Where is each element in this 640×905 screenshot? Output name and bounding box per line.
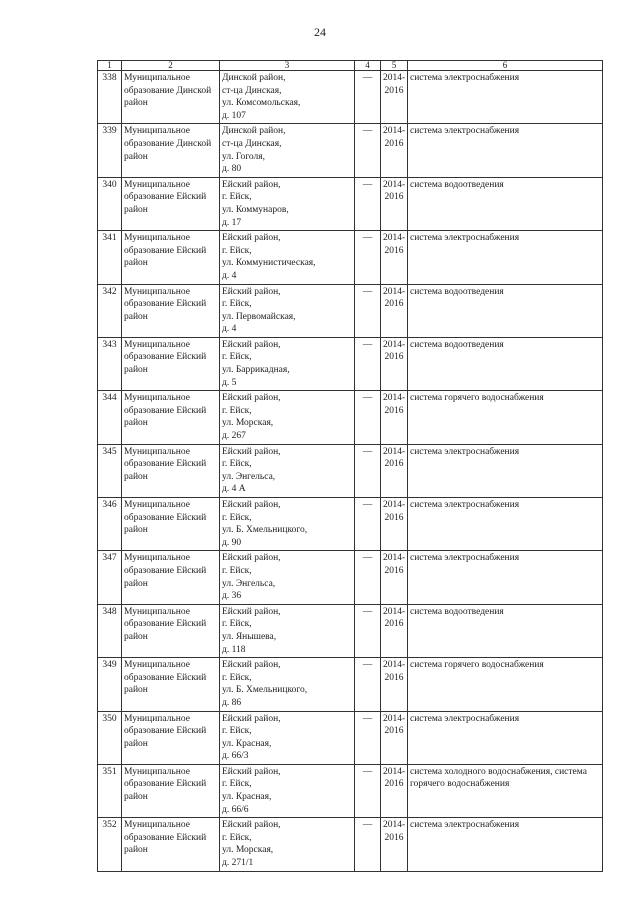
period-years: 2014- 2016 (381, 551, 408, 604)
object-address: Ейский район, г. Ейск, ул. Морская, д. 267 (220, 391, 355, 444)
utility-system: система горячего водоснабжения (408, 391, 603, 444)
municipality-name: Муниципальное образование Ейский район (122, 764, 220, 817)
table-row (98, 124, 603, 177)
table-row (98, 71, 603, 124)
object-address: Ейский район, г. Ейск, ул. Энгельса, д. 36 (220, 551, 355, 604)
table-row (98, 764, 603, 817)
utility-system: система электроснабжения (408, 444, 603, 497)
utility-system: система водоотведения (408, 284, 603, 337)
column-4-value: — (355, 337, 381, 390)
header-col-3: 3 (220, 61, 355, 71)
period-years: 2014- 2016 (381, 658, 408, 711)
row-number: 352 (98, 818, 122, 871)
row-number: 339 (98, 124, 122, 177)
municipality-name: Муниципальное образование Ейский район (122, 551, 220, 604)
object-address: Ейский район, г. Ейск, ул. Морская, д. 271/1 (220, 818, 355, 871)
table-row (98, 604, 603, 657)
period-years: 2014- 2016 (381, 284, 408, 337)
period-years: 2014- 2016 (381, 71, 408, 124)
table-row (98, 498, 603, 551)
municipality-name: Муниципальное образование Динской район (122, 124, 220, 177)
table-row (98, 337, 603, 390)
object-address: Ейский район, г. Ейск, ул. Первомайская, д. 4 (220, 284, 355, 337)
municipality-name: Муниципальное образование Ейский район (122, 711, 220, 764)
row-number: 350 (98, 711, 122, 764)
column-4-value: — (355, 551, 381, 604)
period-years: 2014- 2016 (381, 764, 408, 817)
column-4-value: — (355, 391, 381, 444)
utility-system: система электроснабжения (408, 551, 603, 604)
utility-system: система электроснабжения (408, 124, 603, 177)
period-years: 2014- 2016 (381, 177, 408, 230)
utility-system: система водоотведения (408, 177, 603, 230)
row-number: 347 (98, 551, 122, 604)
column-4-value: — (355, 764, 381, 817)
utility-system: система водоотведения (408, 337, 603, 390)
object-address: Ейский район, г. Ейск, ул. Энгельса, д. 4 А (220, 444, 355, 497)
object-address: Ейский район, г. Ейск, ул. Красная, д. 66/3 (220, 711, 355, 764)
row-number: 349 (98, 658, 122, 711)
row-number: 341 (98, 231, 122, 284)
table-row (98, 658, 603, 711)
utility-system: система электроснабжения (408, 498, 603, 551)
table-row (98, 444, 603, 497)
object-address: Ейский район, г. Ейск, ул. Янышева, д. 118 (220, 604, 355, 657)
header-row (98, 61, 603, 71)
object-address: Ейский район, г. Ейск, ул. Б. Хмельницкого, д. 90 (220, 498, 355, 551)
row-number: 351 (98, 764, 122, 817)
table-row (98, 177, 603, 230)
utility-system: система водоотведения (408, 604, 603, 657)
utility-system: система холодного водоснабжения, система горячего водоснабжения (408, 764, 603, 817)
period-years: 2014- 2016 (381, 444, 408, 497)
table-row (98, 551, 603, 604)
column-4-value: — (355, 284, 381, 337)
header-col-1: 1 (98, 61, 122, 71)
period-years: 2014- 2016 (381, 391, 408, 444)
column-4-value: — (355, 711, 381, 764)
column-4-value: — (355, 124, 381, 177)
header-col-2: 2 (122, 61, 220, 71)
municipality-name: Муниципальное образование Ейский район (122, 498, 220, 551)
period-years: 2014- 2016 (381, 604, 408, 657)
object-address: Ейский район, г. Ейск, ул. Красная, д. 66/6 (220, 764, 355, 817)
row-number: 346 (98, 498, 122, 551)
column-4-value: — (355, 604, 381, 657)
object-address: Динской район, ст-ца Динская, ул. Гоголя, д. 80 (220, 124, 355, 177)
table-row (98, 818, 603, 871)
header-col-4: 4 (355, 61, 381, 71)
table-row (98, 284, 603, 337)
object-address: Ейский район, г. Ейск, ул. Коммунаров, д. 17 (220, 177, 355, 230)
row-number: 340 (98, 177, 122, 230)
table-row (98, 711, 603, 764)
municipality-name: Муниципальное образование Ейский район (122, 658, 220, 711)
object-address: Ейский район, г. Ейск, ул. Баррикадная, д. 5 (220, 337, 355, 390)
header-col-6: 6 (408, 61, 603, 71)
municipality-name: Муниципальное образование Ейский район (122, 231, 220, 284)
row-number: 345 (98, 444, 122, 497)
table-row (98, 391, 603, 444)
column-4-value: — (355, 231, 381, 284)
municipality-name: Муниципальное образование Ейский район (122, 284, 220, 337)
period-years: 2014- 2016 (381, 124, 408, 177)
column-4-value: — (355, 444, 381, 497)
object-address: Ейский район, г. Ейск, ул. Коммунистическая, д. 4 (220, 231, 355, 284)
column-4-value: — (355, 177, 381, 230)
municipality-name: Муниципальное образование Ейский район (122, 604, 220, 657)
utility-system: система горячего водоснабжения (408, 658, 603, 711)
utility-system: система электроснабжения (408, 71, 603, 124)
row-number: 344 (98, 391, 122, 444)
row-number: 348 (98, 604, 122, 657)
utility-system: система электроснабжения (408, 818, 603, 871)
period-years: 2014- 2016 (381, 711, 408, 764)
municipality-name: Муниципальное образование Ейский район (122, 337, 220, 390)
utility-system: система электроснабжения (408, 711, 603, 764)
utility-system: система электроснабжения (408, 231, 603, 284)
period-years: 2014- 2016 (381, 818, 408, 871)
object-address: Динской район, ст-ца Динская, ул. Комсомольская, д. 107 (220, 71, 355, 124)
municipality-name: Муниципальное образование Ейский район (122, 818, 220, 871)
row-number: 338 (98, 71, 122, 124)
row-number: 342 (98, 284, 122, 337)
table-row (98, 231, 603, 284)
municipality-name: Муниципальное образование Ейский район (122, 444, 220, 497)
municipality-name: Муниципальное образование Динской район (122, 71, 220, 124)
municipality-name: Муниципальное образование Ейский район (122, 391, 220, 444)
table-body (98, 71, 603, 872)
object-address: Ейский район, г. Ейск, ул. Б. Хмельницкого, д. 86 (220, 658, 355, 711)
period-years: 2014- 2016 (381, 498, 408, 551)
objects-table (97, 60, 603, 872)
period-years: 2014- 2016 (381, 337, 408, 390)
column-4-value: — (355, 71, 381, 124)
period-years: 2014- 2016 (381, 231, 408, 284)
municipality-name: Муниципальное образование Ейский район (122, 177, 220, 230)
page-number: 24 (314, 25, 326, 39)
column-4-value: — (355, 818, 381, 871)
header-col-5: 5 (381, 61, 408, 71)
column-4-value: — (355, 658, 381, 711)
row-number: 343 (98, 337, 122, 390)
column-4-value: — (355, 498, 381, 551)
